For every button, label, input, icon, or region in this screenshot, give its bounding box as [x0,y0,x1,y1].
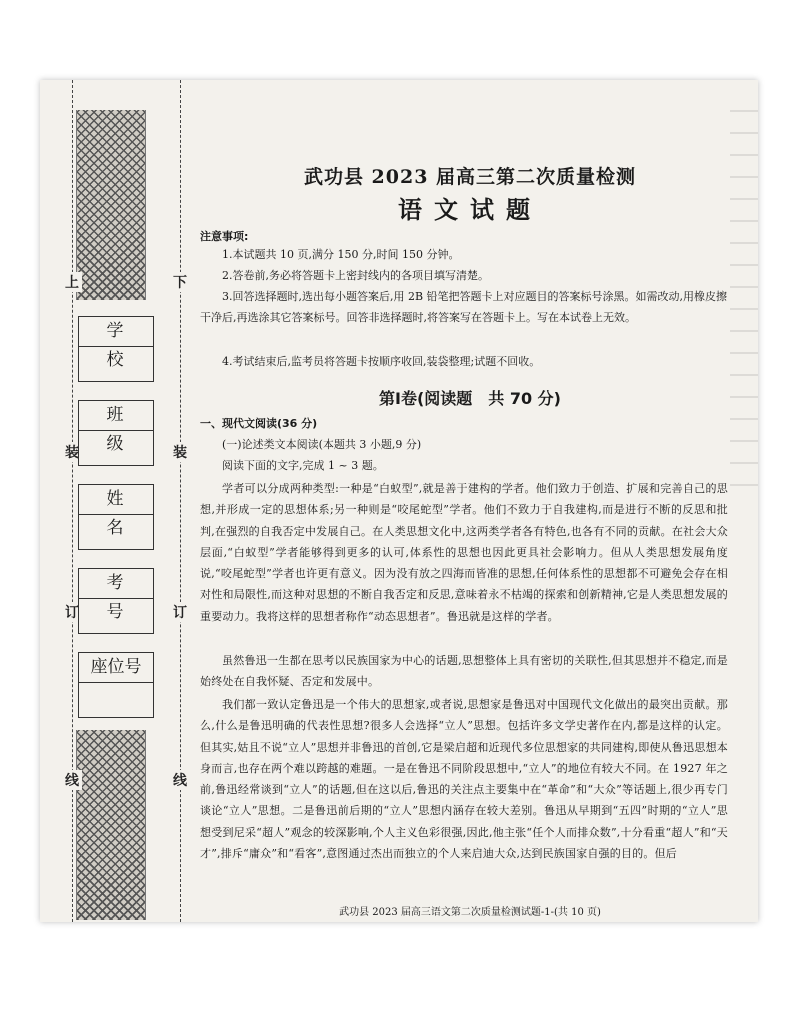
notice-item: 3.回答选择题时,选出每小题答案后,用 2B 铅笔把答题卡上对应题目的答案标号涂黑。如需改动,用橡皮擦干净后,再选涂其它答案标号。回答非选择题时,将答案写在答题卡上。写在本试卷上无效。 [200,290,728,324]
binding-char-left: 上 [62,272,82,292]
binding-char-right: 线 [170,770,190,790]
school-label: 学 校 [79,317,153,347]
seat-number-label: 座位号 [79,653,153,683]
name-field[interactable] [78,484,154,550]
exam-number-field[interactable] [78,568,154,634]
binding-char-left: 线 [62,770,82,790]
binding-char-right: 订 [170,602,190,622]
binding-line-right [180,80,181,922]
subsection-heading: (一)论述类文本阅读(本题共 3 小题,9 分) [222,438,422,451]
notice-heading: 注意事项: [200,230,249,243]
notice-item: 4.考试结束后,监考员将答题卡按顺序收回,装袋整理;试题不回收。 [222,355,541,368]
decorative-pattern-bottom [76,730,146,920]
seat-number-field[interactable] [78,652,154,718]
class-field[interactable] [78,400,154,466]
section-heading: 一、现代文阅读(36 分) [200,417,318,430]
notice-item: 2.答卷前,务必将答题卡上密封线内的各项目填写清楚。 [222,269,489,282]
decorative-pattern-top [76,110,146,300]
exam-number-label: 考 号 [79,569,153,599]
binding-char-left: 订 [62,602,82,622]
subject-title: 语文试题 [398,195,542,224]
passage-paragraph: 我们都一致认定鲁迅是一个伟大的思想家,或者说,思想家是鲁迅对中国现代文化做出的最突出贡献。那么,什么是鲁迅明确的代表性思想?很多人会选择“立人”思想。包括许多文学史著作在内,都是这样的认定。但其实,姑且不说“立人”思想并非鲁迅的首创,它是梁启超和近现代多位思想家的共同建构,即使从鲁迅思想本身而言,也存在两个难以跨越的难题。一是在鲁迅不同阶段思想中,“立人”的地位有较大不同。在 1927 年之前,鲁迅经常谈到“立人”的话题,但在这以后,鲁迅的关注点主要集中在“革命”和“大众”等话题上,很少再专门谈论“立人”思想。二是鲁迅前后期的“立人”思想内涵存在较大差别。鲁迅从早期到“五四”时期的“立人”思想受到尼采“超人”观念的较深影响,个人主义色彩很强,因此,他主张“任个人而排众数”,十分看重“超人”和“天才”,排斥“庸众”和“看客”,意图通过杰出而独立的个人来启迪大众,达到民族国家自强的目的。但后 [200,698,728,861]
exam-content [200,80,740,922]
notice-item: 1.本试题共 10 页,满分 150 分,时间 150 分钟。 [222,248,460,261]
page-footer: 武功县 2023 届高三语文第二次质量检测试题-1-(共 10 页) [339,907,601,918]
exam-title: 武功县 2023 届高三第二次质量检测 [303,166,637,188]
binding-line-left [72,80,73,922]
school-field[interactable] [78,316,154,382]
name-label: 姓 名 [79,485,153,515]
binding-char-right: 装 [170,442,190,462]
passage-paragraph: 学者可以分成两种类型:一种是“白蚁型”,就是善于建构的学者。他们致力于创造、扩展和完善自己的思想,并形成一定的思想体系;另一种则是“咬尾蛇型”学者。他们不致力于自我建构,而是进行不断的反思和批判,在强烈的自我否定中发展自己。在人类思想文化中,这两类学者各有特色,也各有不同的贡献。在社会大众层面,“白蚁型”学者能够得到更多的认可,体系性的思想也因此更具社会影响力。但从人类思想发展角度说,“咬尾蛇型”学者也许更有意义。因为没有放之四海而皆准的思想,任何体系性的思想都不可避免会存在相对性和局限性,而这种对思想的不断自我否定和反思,意味着永不枯竭的探索和创新精神,它是人类思想发展的重要动力。我将这样的思想者称作“动态思想者”。鲁迅就是这样的学者。 [200,482,728,623]
reading-instruction: 阅读下面的文字,完成 1 ~ 3 题。 [222,459,384,472]
binding-margin [40,80,195,922]
binding-char-right: 下 [170,272,190,292]
part-title: 第Ⅰ卷(阅读题 共 70 分) [379,389,561,408]
exam-sheet [40,80,758,922]
class-label: 班 级 [79,401,153,431]
binding-char-left: 装 [62,442,82,462]
passage-paragraph: 虽然鲁迅一生都在思考以民族国家为中心的话题,思想整体上具有密切的关联性,但其思想并不稳定,而是始终处在自我怀疑、否定和发展中。 [200,654,728,689]
